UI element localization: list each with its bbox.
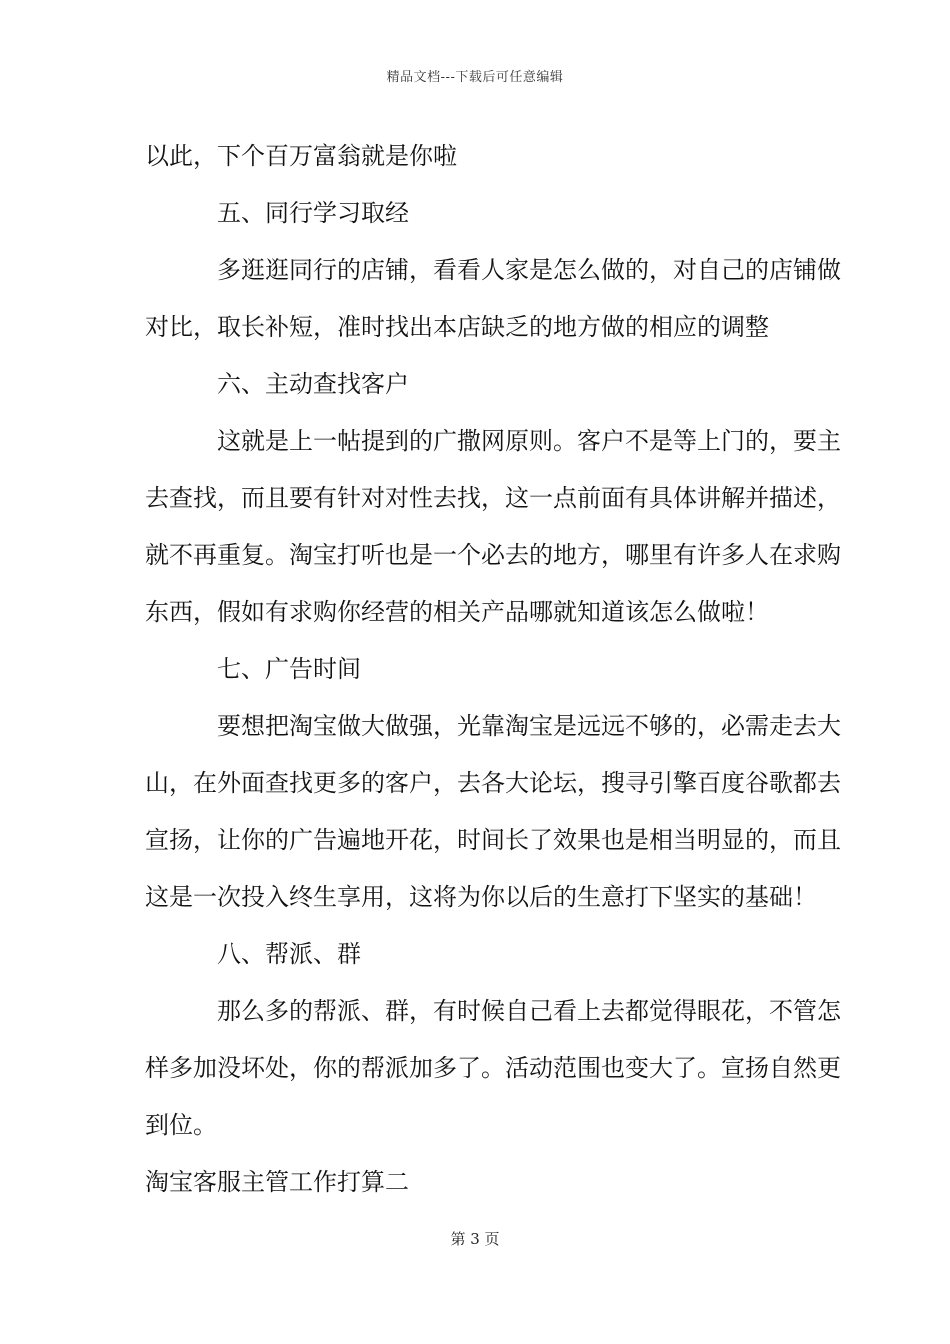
paragraph-line: 去查找，而且要有针对对性去找，这一点前面有具体讲解并描述，: [145, 484, 841, 512]
section-heading-6: 六、主动查找客户: [217, 370, 409, 398]
paragraph-line: 对比，取长补短，准时找出本店缺乏的地方做的相应的调整: [145, 313, 769, 341]
paragraph-line: 到位。: [145, 1111, 217, 1139]
document-subtitle: 淘宝客服主管工作打算二: [145, 1168, 409, 1196]
paragraph-line: 这就是上一帖提到的广撒网原则。客户不是等上门的，要主: [217, 427, 841, 455]
paragraph-line: 山，在外面查找更多的客户，去各大论坛，搜寻引擎百度谷歌都去: [145, 769, 841, 797]
paragraph-line: 样多加没坏处，你的帮派加多了。活动范围也变大了。宣扬自然更: [145, 1054, 841, 1082]
document-body: [145, 128, 841, 1211]
paragraph-line: 那么多的帮派、群，有时候自己看上去都觉得眼花，不管怎: [217, 997, 841, 1025]
paragraph-line: 以此，下个百万富翁就是你啦: [145, 142, 457, 170]
paragraph-line: 就不再重复。淘宝打听也是一个必去的地方，哪里有许多人在求购: [145, 541, 841, 569]
page-number: 第 3 页: [450, 1230, 500, 1248]
page-header: 精品文档---下载后可任意编辑: [386, 70, 564, 85]
paragraph-line: 多逛逛同行的店铺，看看人家是怎么做的，对自己的店铺做: [217, 256, 841, 284]
paragraph-line: 东西，假如有求购你经营的相关产品哪就知道该怎么做啦！: [145, 598, 769, 626]
section-heading-5: 五、同行学习取经: [217, 199, 409, 227]
section-heading-7: 七、广告时间: [217, 655, 361, 683]
paragraph-line: 要想把淘宝做大做强，光靠淘宝是远远不够的，必需走去大: [217, 712, 841, 740]
paragraph-line: 这是一次投入终生享用，这将为你以后的生意打下坚实的基础！: [145, 883, 817, 911]
paragraph-line: 宣扬，让你的广告遍地开花，时间长了效果也是相当明显的，而且: [145, 826, 841, 854]
section-heading-8: 八、帮派、群: [217, 940, 361, 968]
